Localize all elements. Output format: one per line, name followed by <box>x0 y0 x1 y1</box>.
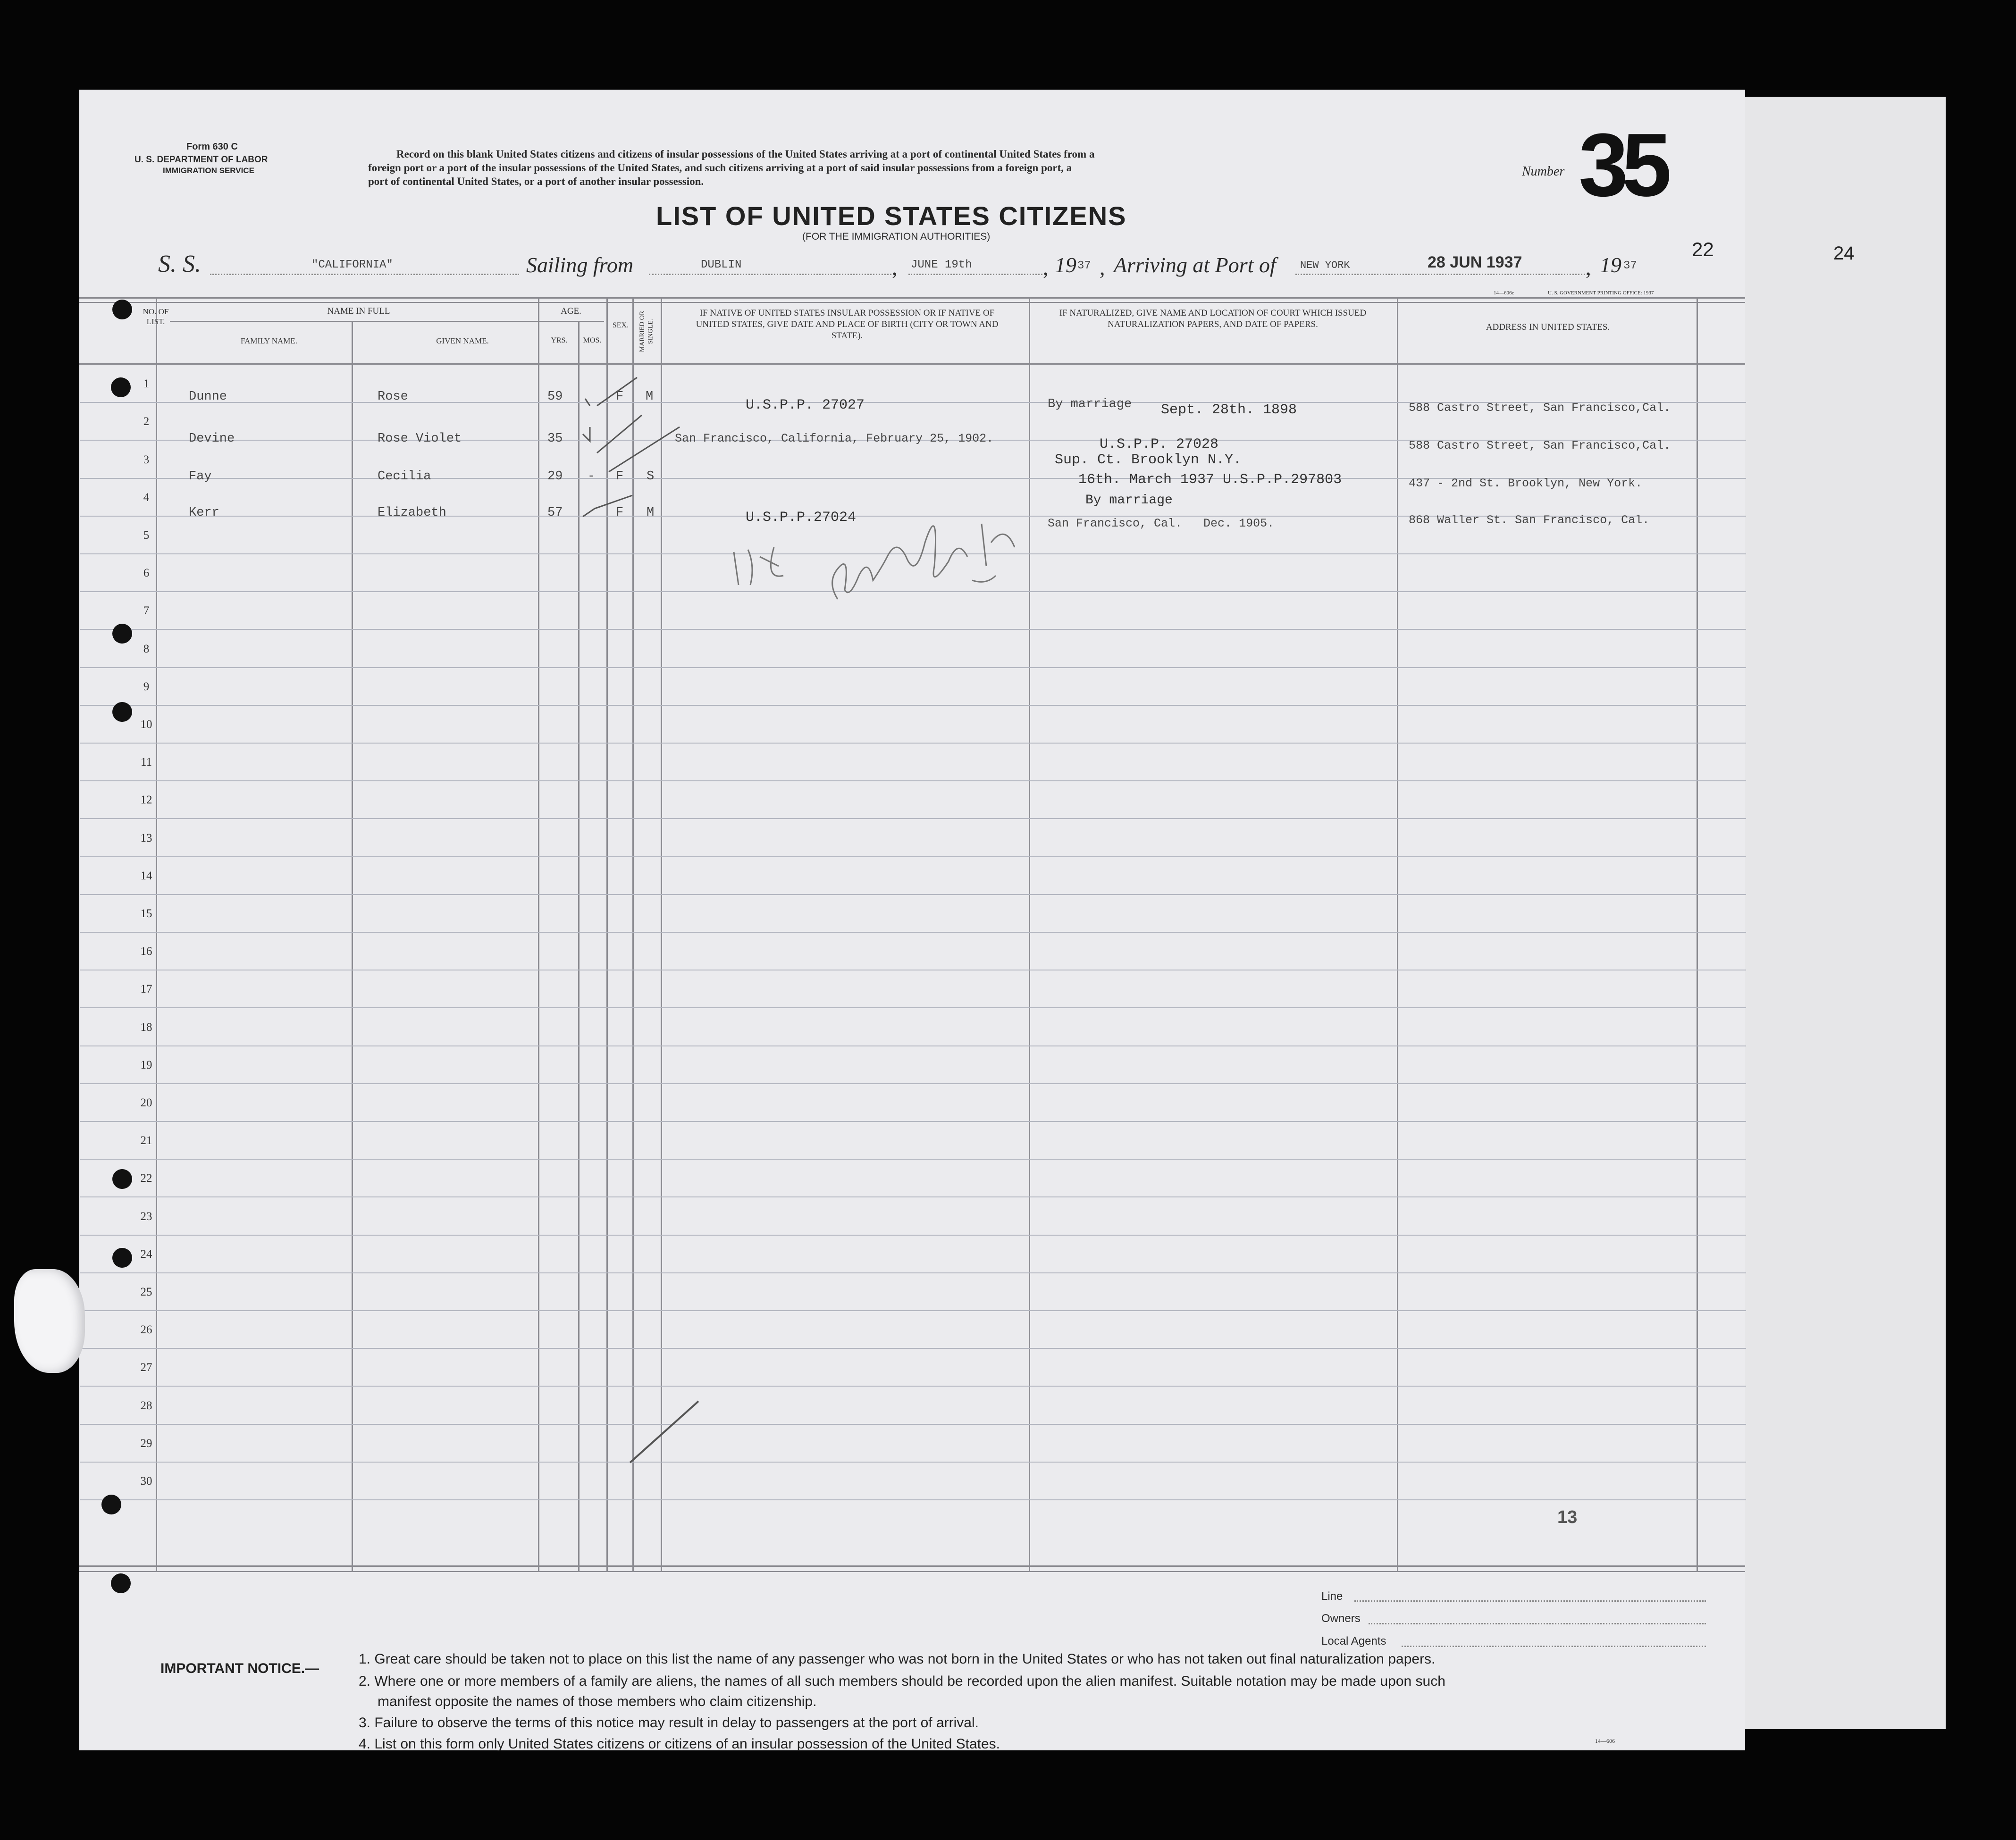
sailing-port: DUBLIN <box>701 259 742 271</box>
row1-marital: M <box>646 390 654 404</box>
header-family-name: FAMILY NAME. <box>240 336 298 345</box>
row-number: 3 <box>143 453 150 466</box>
row-number: 6 <box>143 567 150 579</box>
footer-form-code: 14—606 <box>1595 1738 1615 1744</box>
corner-number: 22 <box>1692 238 1714 260</box>
notice-item-1: 1. Great care should be taken not to place on this list the name of any passenger who was not born in the United States or who has not taken out final naturalization papers. <box>359 1651 1436 1667</box>
header-yrs: YRS. <box>551 336 568 344</box>
list-title: LIST OF UNITED STATES CITIZENS <box>656 201 1127 231</box>
row-number: 25 <box>140 1286 152 1298</box>
arrival-year-prefix: 19 <box>1600 253 1621 277</box>
row-number: 27 <box>140 1361 152 1374</box>
row-number: 30 <box>140 1475 152 1488</box>
header-name-in-full: NAME IN FULL <box>327 306 390 316</box>
header-no-of-list: NO. OF LIST. <box>143 307 169 326</box>
row1-naturalized-date: Sept. 28th. 1898 <box>1161 402 1297 418</box>
pencil-slash <box>630 1401 698 1463</box>
row-number: 15 <box>140 907 152 920</box>
signature-scribble <box>734 524 1015 599</box>
notice-item-2b: manifest opposite the names of those members who claim citizenship. <box>378 1694 817 1709</box>
page-stamp: 13 <box>1557 1507 1578 1527</box>
sailing-year: 37 <box>1077 259 1091 272</box>
row-number: 16 <box>140 945 152 958</box>
row3-naturalized-court: Sup. Ct. Brooklyn N.Y. <box>1055 452 1242 468</box>
row-number: 14 <box>140 870 152 882</box>
row4-family: Kerr <box>189 506 219 520</box>
local-agents-label: Local Agents <box>1321 1635 1386 1648</box>
row-number: 11 <box>140 756 152 769</box>
printer-line: U. S. GOVERNMENT PRINTING OFFICE: 1937 <box>1548 290 1654 296</box>
ship-name: "CALIFORNIA" <box>311 259 393 271</box>
number-label: Number <box>1522 164 1565 179</box>
row3-family: Fay <box>189 469 212 484</box>
sailing-year-prefix: 19 <box>1055 253 1076 277</box>
row3-sex: F <box>616 469 624 484</box>
sailing-date: JUNE 19th <box>911 259 972 271</box>
header-sex: SEX. <box>612 321 629 329</box>
row2-yrs: 35 <box>547 432 563 446</box>
row2-given: Rose Violet <box>378 432 462 446</box>
row-number: 28 <box>140 1399 152 1412</box>
row-number: 26 <box>140 1323 152 1336</box>
notice-title: IMPORTANT NOTICE.— <box>160 1661 319 1676</box>
row4-sex: F <box>616 506 624 520</box>
list-subtitle: (FOR THE IMMIGRATION AUTHORITIES) <box>802 231 991 242</box>
row3-mos: - <box>588 469 596 484</box>
notice-item-2a: 2. Where one or more members of a family are aliens, the names of all such members should be recorded upon the alien manifest. Suitable notation may be made upon such <box>359 1673 1445 1689</box>
row3-address: 437 - 2nd St. Brooklyn, New York. <box>1409 477 1643 490</box>
ss-label: S. S. <box>158 251 201 277</box>
row-number: 1 <box>143 377 150 390</box>
row3-given: Cecilia <box>378 469 431 484</box>
instruction-line-3: port of continental United States, or a port of another insular possession. <box>368 176 704 187</box>
row3-yrs: 29 <box>547 469 563 484</box>
row-number: 9 <box>143 680 150 693</box>
arrival-year: 37 <box>1623 259 1637 272</box>
row1-yrs: 59 <box>547 390 563 404</box>
list-number: 35 <box>1579 115 1665 215</box>
row4-marital: M <box>647 506 655 520</box>
header-age: AGE. <box>561 306 581 316</box>
row4-address: 868 Waller St. San Francisco, Cal. <box>1409 513 1650 527</box>
row-number: 7 <box>143 604 150 617</box>
row3-marital: S <box>647 469 655 484</box>
header-naturalized: IF NATURALIZED, GIVE NAME AND LOCATION OF COURT WHICH ISSUED NATURALIZATION PAPERS, AND DATE OF PAPERS. <box>1059 308 1367 329</box>
row1-native: U.S.P.P. 27027 <box>746 397 865 413</box>
row1-sex: F <box>616 390 624 404</box>
row4-naturalized: By marriage <box>1085 493 1173 508</box>
row1-naturalized: By marriage <box>1048 397 1132 411</box>
arriving-label: Arriving at Port of <box>1114 253 1276 277</box>
row1-given: Rose <box>378 390 408 404</box>
instruction-line-1: Record on this blank United States citizens and citizens of insular possessions of the United States arriving at a port of continental United States from a <box>396 148 1095 160</box>
department-label: U. S. DEPARTMENT OF LABOR <box>134 155 268 165</box>
row2-family: Devine <box>189 432 235 446</box>
header-given-name: GIVEN NAME. <box>436 336 489 345</box>
row-number: 12 <box>140 794 152 806</box>
header-native: IF NATIVE OF UNITED STATES INSULAR POSSESSION OR IF NATIVE OF UNITED STATES, GIVE DATE AND PLACE OF BIRTH (CITY OR TOWN AND STATE). <box>696 308 999 341</box>
row4-yrs: 57 <box>547 506 563 520</box>
row-number: 23 <box>140 1210 152 1223</box>
row-number: 18 <box>140 1021 152 1034</box>
row-number: 22 <box>140 1172 152 1185</box>
row2-native: San Francisco, California, February 25, 1902. <box>675 432 994 445</box>
owners-label: Owners <box>1321 1612 1361 1625</box>
row4-given: Elizabeth <box>378 506 446 520</box>
row-number: 10 <box>140 718 152 731</box>
header-married-single: MARRIED OR SINGLE. <box>638 310 654 352</box>
row1-address: 588 Castro Street, San Francisco,Cal. <box>1409 401 1671 415</box>
notice-item-3: 3. Failure to observe the terms of this notice may result in delay to passengers at the port of arrival. <box>359 1715 979 1731</box>
row-number: 8 <box>143 643 150 655</box>
row-number: 17 <box>140 983 152 995</box>
arrival-port: NEW YORK <box>1300 259 1350 271</box>
row4-native: U.S.P.P.27024 <box>746 510 857 526</box>
arrival-date-stamp: 28 JUN 1937 <box>1428 253 1522 271</box>
underlying-page-number: 24 <box>1833 243 1855 264</box>
row-number: 24 <box>140 1248 152 1261</box>
form-number: Form 630 C <box>186 142 238 152</box>
sailing-label: Sailing from <box>526 253 634 277</box>
header-address: ADDRESS IN UNITED STATES. <box>1486 322 1610 332</box>
line-label: Line <box>1321 1590 1343 1603</box>
row-number: 13 <box>140 832 152 845</box>
row2-naturalized: U.S.P.P. 27028 <box>1100 436 1219 452</box>
row-number: 20 <box>140 1096 152 1109</box>
header-mos: MOS. <box>583 336 602 344</box>
row-number: 21 <box>140 1134 152 1147</box>
instruction-line-2: foreign port or a port of the insular possessions of the United States, and such citizens arriving at a port of said insular possessions from a foreign port, a <box>368 162 1072 174</box>
service-label: IMMIGRATION SERVICE <box>163 166 254 175</box>
row2-address: 588 Castro Street, San Francisco,Cal. <box>1409 439 1671 452</box>
row-number: 2 <box>143 415 150 428</box>
row-number: 4 <box>143 491 150 504</box>
check-marks <box>583 377 680 517</box>
row-number: 19 <box>140 1059 152 1071</box>
print-code: 14—606c <box>1494 290 1514 296</box>
row4-naturalized-place: San Francisco, Cal. Dec. 1905. <box>1048 517 1275 530</box>
row-number: 5 <box>143 529 150 542</box>
row-number: 29 <box>140 1437 152 1450</box>
row1-family: Dunne <box>189 390 227 404</box>
notice-item-4: 4. List on this form only United States citizens or citizens of an insular possession of the United States. <box>359 1736 1000 1752</box>
row3-naturalized-date: 16th. March 1937 U.S.P.P.297803 <box>1078 472 1342 488</box>
